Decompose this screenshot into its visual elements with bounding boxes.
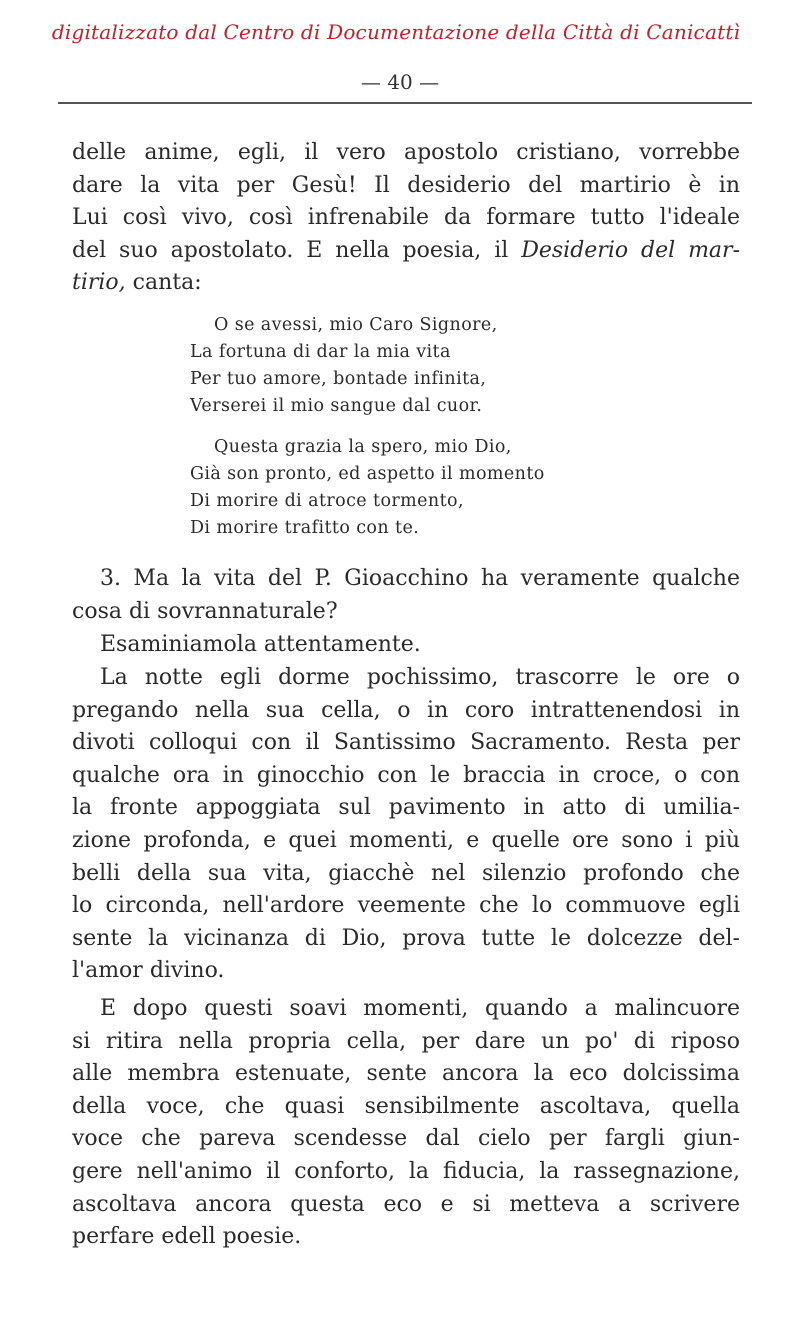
poem-line: Per tuo amore, bontade infinita, [190,369,487,389]
poem-stanza-2 [190,434,650,542]
poem-line: Verserei il mio sangue dal cuor. [190,396,483,416]
text-line: pregando nella sua cella, o in coro intrattenendosi in [72,697,740,723]
text-line: E dopo questi soavi momenti, quando a malincuore [100,996,740,1021]
text-line [72,267,740,300]
text-line: voce che pareva scendesse dal cielo per fargli giun- [72,1126,740,1152]
text-line: Lui così vivo, così infrenabile da formare tutto l'ideale [72,205,740,231]
text-fragment: canta: [132,270,202,296]
text-line: La notte egli dorme pochissimo, trascorre le ore o [100,665,740,690]
paragraph-4 [72,662,740,988]
watermark-text: digitalizzato dal Centro di Documentazione della Città di Canicattì [51,20,741,44]
text-line: belli della sua vita, giacchè nel silenzio profondo che [72,860,740,886]
text-line: gere nell'animo il conforto, la fiducia, la rassegnazione, [72,1158,740,1184]
poem-stanza-1 [190,312,650,420]
text-line: la fronte appoggiata sul pavimento in atto di umilia- [72,795,740,821]
text-line: perfare edell poesie. [72,1224,302,1250]
header-rule [58,102,752,104]
paragraph-3 [72,629,740,662]
poem-line: Questa grazia la spero, mio Dio, [214,437,512,457]
text-line: alle membra estenuate, sente ancora la eco dolcissima [72,1061,740,1087]
text-line: zione profonda, e quei momenti, e quelle ore sono i più [72,827,740,853]
paragraph-2 [72,563,740,628]
text-line: qualche ora in ginocchio con le braccia in croce, o con [72,762,740,788]
text-line: 3. Ma la vita del P. Gioacchino ha veramente qualche [100,566,740,591]
paragraph-1 [72,137,740,300]
text-line: cosa di sovrannaturale? [72,598,338,624]
poem-line: Di morire trafitto con te. [190,518,420,538]
poem-title: Desiderio del mar- [521,237,740,263]
poem-line: Di morire di atroce tormento, [190,491,464,511]
poem-line: Già son pronto, ed aspetto il momento [190,464,545,484]
text-line: lo circonda, nell'ardore veemente che lo commuove egli [72,893,740,919]
text-line: sente la vicinanza di Dio, prova tutte le dolcezze del- [72,925,740,951]
text-line: Esaminiamola attentamente. [100,632,421,657]
text-line: della voce, che quasi sensibilmente ascoltava, quella [72,1093,740,1119]
text-line: ascoltava ancora questa eco e si metteva a scrivere [72,1191,740,1217]
poem-title-continued: tirio, [72,270,126,296]
poem-line: O se avessi, mio Caro Signore, [214,315,498,335]
text-line: dare la vita per Gesù! Il desiderio del martirio è in [72,172,740,198]
text-line: delle anime, egli, il vero apostolo cristiano, vorrebbe [72,140,740,165]
text-line: l'amor divino. [72,958,225,984]
digitization-watermark [51,12,741,52]
text-line: divoti colloqui con il Santissimo Sacramento. Resta per [72,730,740,756]
page-number: — 40 — [360,70,440,94]
text-line: si ritira nella propria cella, per dare un po' di riposo [72,1028,740,1054]
text-line [72,235,740,268]
text-fragment: del suo apostolato. E nella poesia, il [72,237,509,263]
poem-line: La fortuna di dar la mia vita [190,342,451,362]
paragraph-5 [72,993,740,1254]
